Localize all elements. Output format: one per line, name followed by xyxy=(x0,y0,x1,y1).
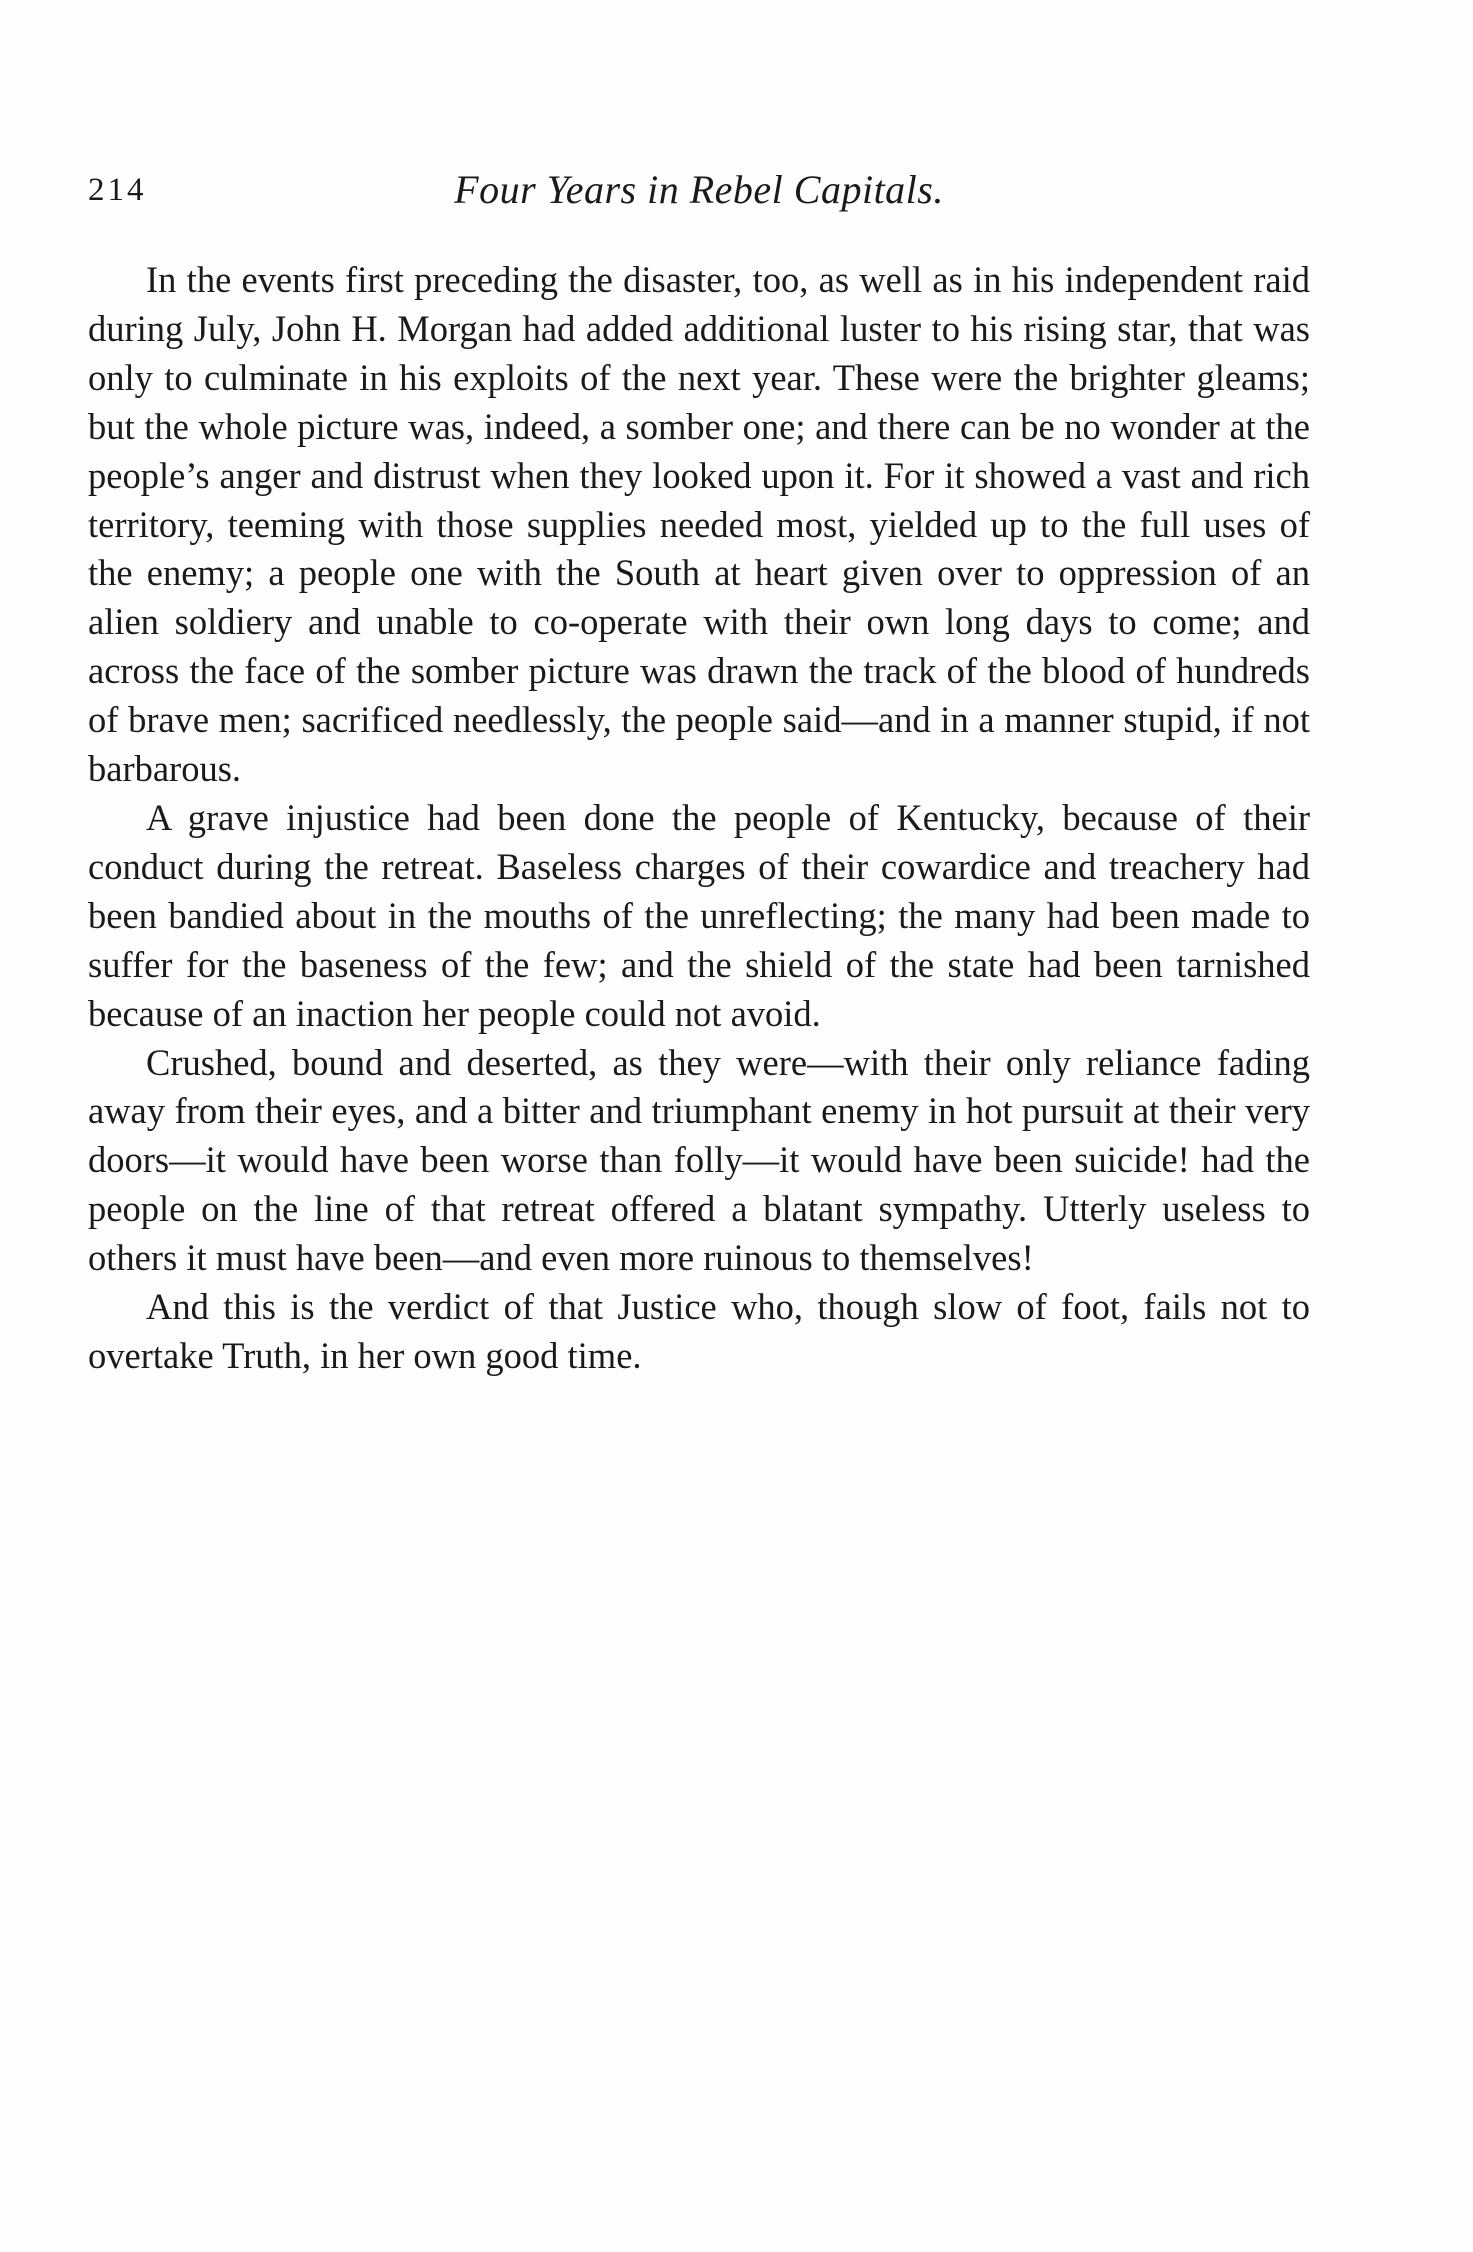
paragraph-4: And this is the verdict of that Justice who, though slow of foot, fails not to overtake Truth, in her own good time. xyxy=(88,1286,1310,1376)
paragraph-1: In the events first preceding the disaster, too, as well as in his independent raid during July, John H. Morgan had added additional luster to his rising star, that was only to culminate in his exploits of the next year. These were the brighter gleams; but the whole picture was, indeed, a somber one; and there can be no wonder at the people’s anger and distrust when they looked upon it. For it showed a vast and rich territory, teeming with those supplies needed most, yielded up to the full uses of the enemy; a people one with the South at heart given over to oppression of an alien soldiery and unable to co-operate with their own long days to come; and across the face of the somber picture was drawn the track of the blood of hundreds of brave men; sacrificed needlessly, the people said—and in a manner stupid, if not barbarous. xyxy=(88,259,1310,790)
running-title: Four Years in Rebel Capitals. xyxy=(454,167,944,212)
paragraph-2: A grave injustice had been done the people of Kentucky, because of their conduct during the retreat. Baseless charges of their cowardice and treachery had been bandied about in the mouths of the unreflecting; the many had been made to suffer for the baseness of the few; and the shield of the state had been tarnished because of an inaction her people could not avoid. xyxy=(88,796,1310,1034)
body-text xyxy=(88,256,1310,1381)
running-head xyxy=(88,164,1310,216)
paragraph-3: Crushed, bound and deserted, as they were—with their only reliance fading away from their eyes, and a bitter and triumphant enemy in hot pursuit at their very doors—it would have been worse than folly—it would have been suicide! had the people on the line of that retreat offered a blatant sympathy. Utterly useless to others it must have been—and even more ruinous to themselves! xyxy=(88,1041,1310,1279)
page-number: 214 xyxy=(88,172,147,208)
